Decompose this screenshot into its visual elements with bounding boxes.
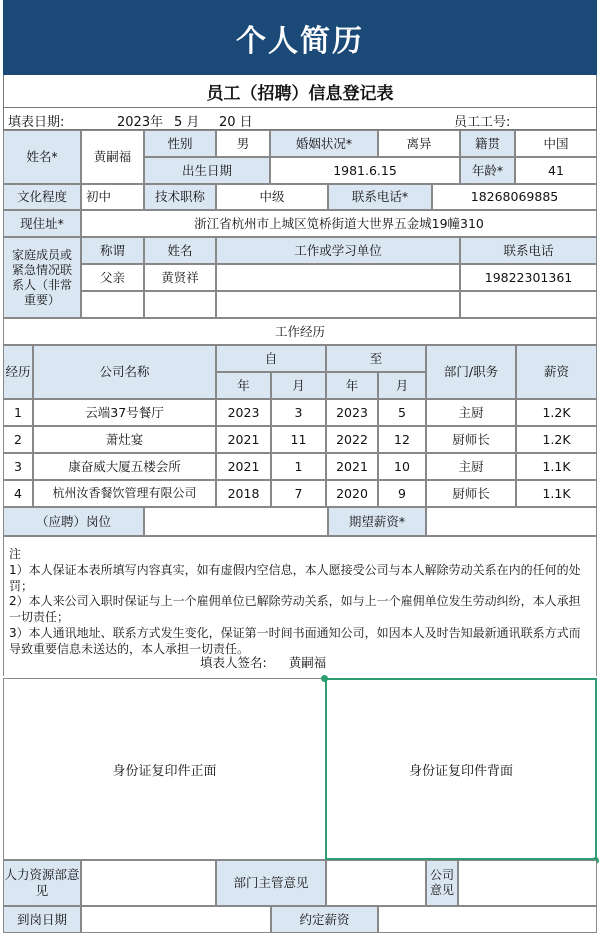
work-section-title: 工作经历 bbox=[3, 318, 597, 345]
form-subtitle: 员工（招聘）信息登记表 bbox=[3, 75, 597, 107]
selection-handle[interactable] bbox=[321, 675, 328, 682]
family-row-2-relation[interactable] bbox=[81, 291, 144, 318]
title-label: 技术职称 bbox=[144, 184, 216, 210]
work-col-from-year: 年 bbox=[216, 372, 271, 399]
work-row-dept[interactable]: 厨师长 bbox=[426, 480, 516, 507]
onboard-date-label: 到岗日期 bbox=[3, 906, 81, 933]
id-back-label: 身份证复印件背面 bbox=[408, 763, 513, 779]
page-header bbox=[3, 0, 597, 75]
signature-label: 填表人签名: bbox=[200, 655, 267, 670]
name-value[interactable]: 黄嗣福 bbox=[81, 130, 144, 184]
hr-opinion-value[interactable] bbox=[81, 860, 216, 906]
work-row-index: 3 bbox=[3, 453, 33, 480]
work-row-from-month[interactable]: 11 bbox=[271, 426, 326, 453]
expected-salary-value[interactable] bbox=[426, 507, 597, 536]
family-section-label: 家庭成员或紧急情况联系人（非常重要） bbox=[3, 237, 81, 318]
note-item-1: 1）本人保证本表所填写内容真实，如有虚假内空信息，本人愿接受公司与本人解除劳动关系在内的任何的处罚； bbox=[9, 562, 581, 593]
phone-value[interactable]: 18268069885 bbox=[432, 184, 597, 210]
family-row-1-work[interactable] bbox=[216, 264, 460, 291]
address-value[interactable]: 浙江省杭州市上城区笕桥街道大世界五金城19幢310 bbox=[81, 210, 597, 237]
marital-label: 婚姻状况* bbox=[270, 130, 378, 157]
work-row-from-month[interactable]: 3 bbox=[271, 399, 326, 426]
work-col-dept: 部门/职务 bbox=[426, 345, 516, 399]
work-col-to: 至 bbox=[326, 345, 426, 372]
page-title: 个人简历 bbox=[236, 23, 364, 59]
work-row-dept[interactable]: 主厨 bbox=[426, 453, 516, 480]
work-row-salary[interactable]: 1.2K bbox=[516, 399, 597, 426]
birth-value[interactable]: 1981.6.15 bbox=[270, 157, 460, 184]
phone-label: 联系电话* bbox=[328, 184, 432, 210]
work-row-company[interactable]: 康奋威大厦五楼会所 bbox=[33, 453, 216, 480]
work-col-salary: 薪资 bbox=[516, 345, 597, 399]
work-row-from-year[interactable]: 2018 bbox=[216, 480, 271, 507]
company-opinion-value[interactable] bbox=[458, 860, 597, 906]
work-row-salary[interactable]: 1.1K bbox=[516, 453, 597, 480]
name-label: 姓名* bbox=[3, 130, 81, 184]
employee-id-label: 员工工号: bbox=[454, 115, 511, 130]
work-row-to-year[interactable]: 2020 bbox=[326, 480, 378, 507]
education-label: 文化程度 bbox=[3, 184, 81, 210]
family-row-1-phone[interactable]: 19822301361 bbox=[460, 264, 597, 291]
id-front-box[interactable] bbox=[3, 678, 325, 860]
work-row-to-month[interactable]: 10 bbox=[378, 453, 426, 480]
work-row-to-year[interactable]: 2023 bbox=[326, 399, 378, 426]
hr-opinion-label: 人力资源部意见 bbox=[3, 860, 81, 906]
note-item-3: 3）本人通讯地址、联系方式发生变化，保证第一时间书面通知公司，如因本人及时告知最新通讯联系方式而导致重要信息未送达的，本人承担一切责任。 bbox=[9, 626, 581, 656]
birth-label: 出生日期 bbox=[144, 157, 270, 184]
family-col-name: 姓名 bbox=[144, 237, 216, 264]
family-row-2-work[interactable] bbox=[216, 291, 460, 318]
dept-opinion-label: 部门主管意见 bbox=[216, 860, 326, 906]
onboard-date-value[interactable] bbox=[81, 906, 271, 933]
native-value[interactable]: 中国 bbox=[515, 130, 597, 157]
work-row-to-year[interactable]: 2021 bbox=[326, 453, 378, 480]
work-col-company: 公司名称 bbox=[33, 345, 216, 399]
work-col-to-year: 年 bbox=[326, 372, 378, 399]
work-row-from-year[interactable]: 2021 bbox=[216, 453, 271, 480]
family-row-1-name[interactable]: 黄贤祥 bbox=[144, 264, 216, 291]
work-row-from-year[interactable]: 2023 bbox=[216, 399, 271, 426]
fill-date-year[interactable]: 2023年 bbox=[117, 115, 164, 130]
family-col-phone: 联系电话 bbox=[460, 237, 597, 264]
position-value[interactable] bbox=[144, 507, 328, 536]
age-label: 年龄* bbox=[460, 157, 515, 184]
fill-date-label: 填表日期: bbox=[8, 115, 65, 130]
gender-label: 性别 bbox=[144, 130, 216, 157]
dept-opinion-value[interactable] bbox=[326, 860, 426, 906]
age-value[interactable]: 41 bbox=[515, 157, 597, 184]
work-row-to-year[interactable]: 2022 bbox=[326, 426, 378, 453]
gender-value[interactable]: 男 bbox=[216, 130, 270, 157]
work-row-from-month[interactable]: 7 bbox=[271, 480, 326, 507]
work-row-company[interactable]: 杭州汝香餐饮管理有限公司 bbox=[33, 480, 216, 507]
family-col-relation: 称谓 bbox=[81, 237, 144, 264]
work-row-from-month[interactable]: 1 bbox=[271, 453, 326, 480]
work-row-dept[interactable]: 厨师长 bbox=[426, 426, 516, 453]
address-label: 现住址* bbox=[3, 210, 81, 237]
work-col-from: 自 bbox=[216, 345, 326, 372]
id-back-box[interactable] bbox=[325, 678, 597, 860]
id-front-label: 身份证复印件正面 bbox=[112, 763, 217, 779]
work-row-dept[interactable]: 主厨 bbox=[426, 399, 516, 426]
fill-date-month[interactable]: 5 月 bbox=[174, 115, 200, 130]
work-row-to-month[interactable]: 9 bbox=[378, 480, 426, 507]
signature-value[interactable]: 黄嗣福 bbox=[288, 655, 327, 670]
work-row-salary[interactable]: 1.2K bbox=[516, 426, 597, 453]
fill-date-row bbox=[3, 107, 597, 130]
family-row-2-phone[interactable] bbox=[460, 291, 597, 318]
work-col-index: 经历 bbox=[3, 345, 33, 399]
agreed-salary-label: 约定薪资 bbox=[271, 906, 378, 933]
family-col-work: 工作或学习单位 bbox=[216, 237, 460, 264]
marital-value[interactable]: 离异 bbox=[378, 130, 460, 157]
agreed-salary-value[interactable] bbox=[378, 906, 597, 933]
work-col-to-month: 月 bbox=[378, 372, 426, 399]
family-row-1-relation[interactable]: 父亲 bbox=[81, 264, 144, 291]
work-col-from-month: 月 bbox=[271, 372, 326, 399]
work-row-from-year[interactable]: 2021 bbox=[216, 426, 271, 453]
note-item-2: 2）本人来公司入职时保证与上一个雇佣单位已解除劳动关系，如与上一个雇佣单位发生劳动纠纷，本人承担一切责任； bbox=[9, 594, 581, 625]
signature-line bbox=[200, 653, 326, 671]
work-row-company[interactable]: 云端37号餐厅 bbox=[33, 399, 216, 426]
work-row-index: 4 bbox=[3, 480, 33, 507]
expected-salary-label: 期望薪资* bbox=[328, 507, 426, 536]
position-label: （应聘）岗位 bbox=[3, 507, 144, 536]
notes-heading: 注 bbox=[9, 547, 22, 561]
title-value[interactable]: 中级 bbox=[216, 184, 328, 210]
company-opinion-label: 公司意见 bbox=[426, 860, 458, 906]
work-row-index: 1 bbox=[3, 399, 33, 426]
work-row-to-month[interactable]: 5 bbox=[378, 399, 426, 426]
education-value[interactable]: 初中 bbox=[81, 184, 144, 210]
work-row-to-month[interactable]: 12 bbox=[378, 426, 426, 453]
work-row-company[interactable]: 萧灶宴 bbox=[33, 426, 216, 453]
work-row-salary[interactable]: 1.1K bbox=[516, 480, 597, 507]
fill-date-day[interactable]: 20 日 bbox=[219, 115, 253, 130]
family-row-2-name[interactable] bbox=[144, 291, 216, 318]
work-row-index: 2 bbox=[3, 426, 33, 453]
native-label: 籍贯 bbox=[460, 130, 515, 157]
